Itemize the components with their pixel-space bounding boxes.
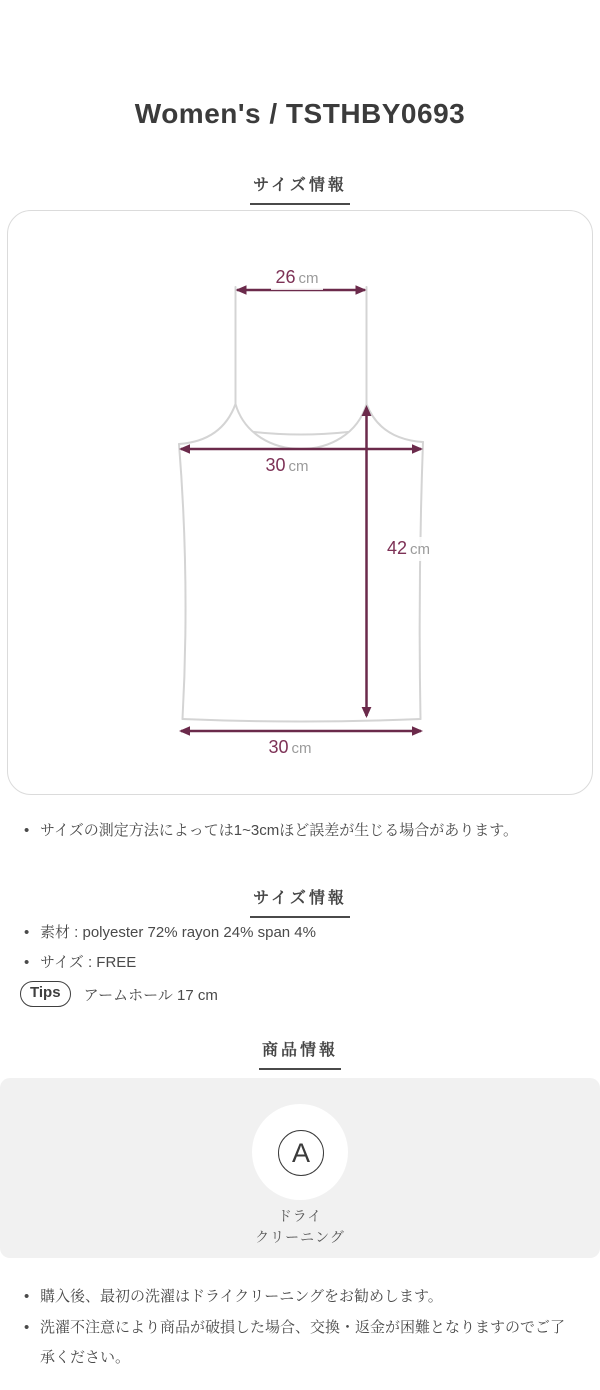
bullet-icon: • bbox=[24, 1319, 30, 1336]
tips-badge: Tips bbox=[20, 981, 71, 1007]
page-title: Women's / TSTHBY0693 bbox=[134, 98, 466, 129]
detail-section-heading-text: サイズ情報 bbox=[250, 885, 350, 918]
measure-chest-width-value: 30 bbox=[265, 455, 286, 475]
product-section-heading bbox=[0, 1037, 600, 1070]
measure-hem-width bbox=[230, 736, 350, 760]
care-label bbox=[0, 1206, 600, 1248]
measure-length-unit: cm bbox=[410, 541, 431, 558]
care-label-line2: クリーニング bbox=[255, 1229, 345, 1245]
size-section-heading bbox=[0, 172, 600, 205]
bullet-icon: • bbox=[24, 822, 30, 839]
tips-text: アームホール 17 cm bbox=[83, 986, 218, 1004]
size-section-heading-text: サイズ情報 bbox=[250, 172, 350, 205]
bullet-icon: • bbox=[24, 954, 30, 971]
measure-chest-width-unit: cm bbox=[288, 458, 309, 475]
detail-section-heading bbox=[0, 885, 600, 918]
size-item bbox=[24, 948, 576, 978]
care-symbol-background bbox=[252, 1104, 348, 1200]
care-label-line1: ドライ bbox=[277, 1208, 323, 1224]
bullet-icon: • bbox=[24, 1288, 30, 1305]
garment-outline bbox=[179, 287, 423, 722]
size-diagram-card bbox=[7, 210, 593, 795]
measure-hem-width-unit: cm bbox=[291, 740, 312, 757]
product-section-heading-text: 商品情報 bbox=[259, 1037, 341, 1070]
refund-note-item bbox=[24, 1313, 576, 1373]
care-panel bbox=[0, 1078, 600, 1258]
measure-chest-width bbox=[227, 454, 347, 478]
size-note-item bbox=[24, 816, 576, 846]
refund-note-text: 洗濯不注意により商品が破損した場合、交換・返金が困難となりますのでご了承ください。 bbox=[40, 1319, 566, 1366]
tips-row bbox=[20, 981, 218, 1007]
size-note-text: サイズの測定方法によっては1~3cmほど誤差が生じる場合があります。 bbox=[40, 822, 519, 839]
measure-hem-width-value: 30 bbox=[268, 737, 289, 757]
measurement-arrows bbox=[179, 285, 423, 736]
measure-top-width bbox=[237, 266, 357, 290]
measure-length bbox=[383, 537, 434, 561]
material-item bbox=[24, 918, 576, 948]
size-text: サイズ : FREE bbox=[40, 954, 137, 971]
measure-top-width-unit: cm bbox=[298, 270, 319, 287]
measure-length-value: 42 bbox=[387, 538, 408, 558]
care-note-item bbox=[24, 1282, 576, 1312]
care-note-text: 購入後、最初の洗濯はドライクリーニングをお勧めします。 bbox=[40, 1288, 443, 1305]
material-text: 素材 : polyester 72% rayon 24% span 4% bbox=[40, 924, 316, 941]
bullet-icon: • bbox=[24, 924, 30, 941]
garment-size-diagram bbox=[8, 211, 592, 794]
dry-cleaning-icon: A bbox=[278, 1130, 324, 1176]
measure-top-width-value: 26 bbox=[275, 267, 296, 287]
